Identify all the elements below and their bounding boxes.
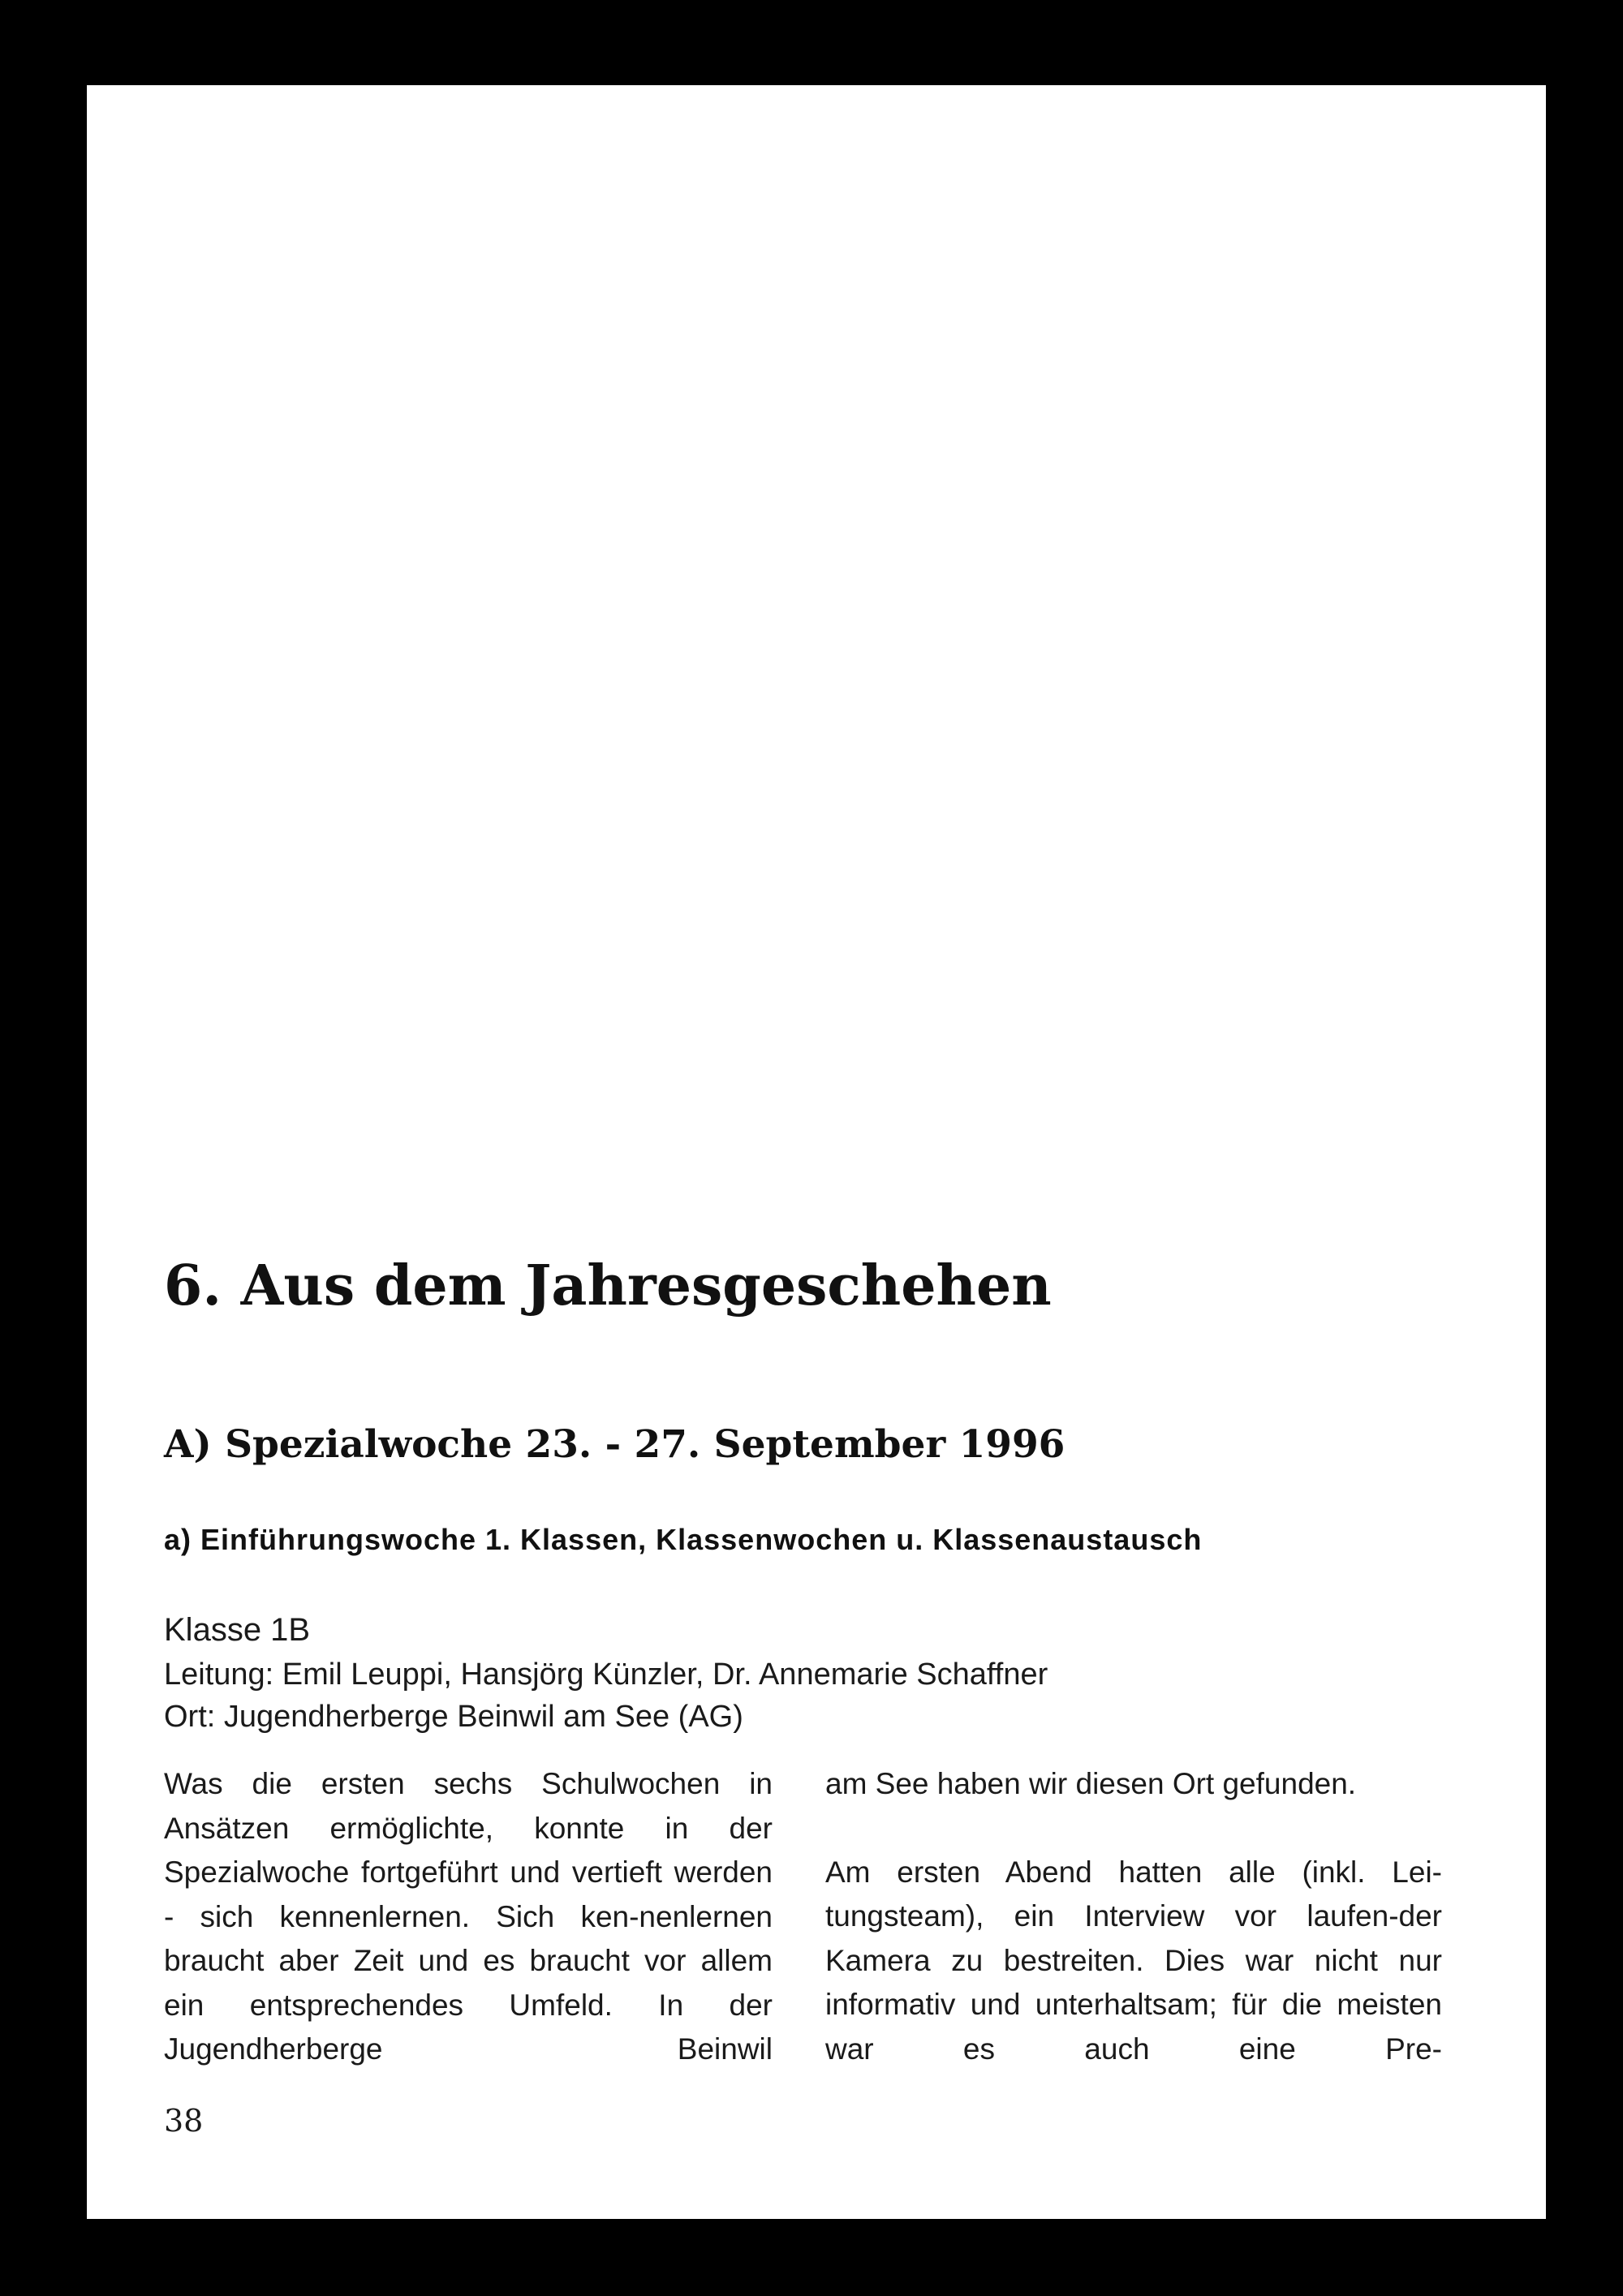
chapter-title: 6. Aus dem Jahresgeschehen xyxy=(164,1253,1052,1318)
body-column-right xyxy=(825,1762,1442,2071)
class-leitung: Leitung: Emil Leuppi, Hansjörg Künzler, Dr. Annemarie Schaffner xyxy=(164,1658,1048,1692)
document-page xyxy=(87,85,1546,2219)
class-ort: Ort: Jugendherberge Beinwil am See (AG) xyxy=(164,1700,743,1734)
body-paragraph-right-1: am See haben wir diesen Ort gefunden. xyxy=(825,1767,1357,1800)
class-name: Klasse 1B xyxy=(164,1612,311,1648)
body-paragraph-left: Was die ersten sechs Schulwochen in Ansätzen ermöglichte, konnte in der Spezialwoche fortgeführt und vertieft werden - sich kennenlernen. Sich ken-nenlernen braucht aber Zeit und es braucht vor allem ein entsprechendes Umfeld. In der Jugendherberge Beinwil xyxy=(164,1767,773,2066)
section-title: A) Spezialwoche 23. - 27. September 1996 xyxy=(164,1422,1065,1467)
subsection-title: a) Einführungswoche 1. Klassen, Klassenwochen u. Klassenaustausch xyxy=(164,1523,1203,1556)
body-column-left xyxy=(164,1762,773,2072)
page-number: 38 xyxy=(164,2103,204,2139)
body-paragraph-right-2: Am ersten Abend hatten alle (inkl. Lei-tungsteam), ein Interview vor laufen-der Kamera zu bestreiten. Dies war nicht nur informativ und unterhaltsam; für die meisten war es auch eine Pre- xyxy=(825,1855,1442,2066)
class-info-block xyxy=(164,1606,1048,1738)
